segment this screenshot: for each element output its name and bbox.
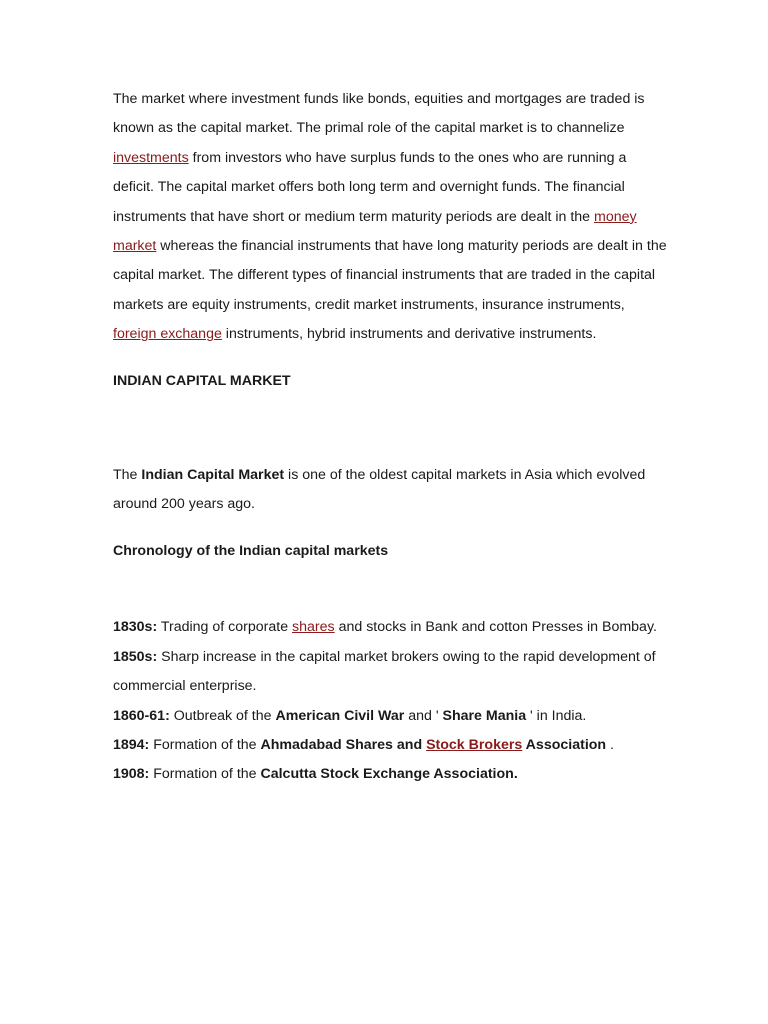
- foreign-exchange-link[interactable]: foreign exchange: [113, 326, 222, 343]
- intro-text-3: whereas the financial instruments that have long maturity periods are dealt in the capital market. The different types of financial instruments that are traded in the capital markets are equity instruments, credit market instruments, insurance instruments,: [113, 238, 667, 313]
- association-bold: Association: [522, 736, 607, 753]
- timeline-year: 1908:: [113, 766, 150, 783]
- timeline-text: Outbreak of the: [169, 707, 276, 724]
- timeline-year: 1830s:: [113, 619, 158, 636]
- timeline-year: 1894:: [113, 736, 150, 753]
- timeline-text: Trading of corporate: [157, 619, 293, 636]
- share-mania-bold: Share Mania: [442, 707, 527, 724]
- indian-text-1: The: [113, 467, 142, 484]
- timeline-year: 1860-61:: [113, 707, 170, 724]
- ahmadabad-shares-bold: Ahmadabad Shares and: [260, 736, 427, 753]
- timeline-entry-1850s: [113, 643, 668, 702]
- indian-capital-market-paragraph: [113, 461, 668, 520]
- indian-capital-market-bold: Indian Capital Market: [141, 467, 285, 484]
- intro-text-1: The market where investment funds like bonds, equities and mortgages are traded is known as the capital market. The primal role of the capital market is to channelize: [113, 91, 645, 137]
- intro-text-4: instruments, hybrid instruments and derivative instruments.: [221, 326, 597, 343]
- chronology-heading: Chronology of the Indian capital markets: [113, 542, 389, 559]
- timeline-text: Sharp increase in the capital market brokers owing to the rapid development of commercial enterprise.: [113, 648, 656, 695]
- calcutta-stock-exchange-bold: Calcutta Stock Exchange Association.: [260, 766, 518, 783]
- timeline-text: and ': [404, 707, 443, 724]
- intro-paragraph: [113, 85, 668, 350]
- timeline-text: ' in India.: [526, 707, 587, 724]
- section-heading: INDIAN CAPITAL MARKET: [113, 372, 291, 389]
- timeline: [113, 613, 668, 789]
- timeline-text: and stocks in Bank and cotton Presses in Bombay.: [334, 619, 657, 636]
- timeline-year: 1850s:: [113, 648, 158, 665]
- timeline-entry-1894: [113, 731, 668, 760]
- american-civil-war-bold: American Civil War: [275, 707, 405, 724]
- timeline-entry-1860-61: [113, 702, 668, 731]
- intro-text-2: from investors who have surplus funds to the ones who are running a deficit. The capital market offers both long term and overnight funds. The financial instruments that have short or medium term maturity periods are dealt in the: [113, 149, 627, 225]
- shares-link[interactable]: shares: [292, 619, 335, 636]
- indian-text-2: is one of the oldest capital markets in Asia which evolved around 200 years ago.: [113, 467, 646, 513]
- timeline-text: .: [606, 736, 614, 753]
- timeline-text: Formation of the: [149, 766, 261, 783]
- money-market-link[interactable]: money market: [113, 208, 637, 255]
- timeline-text: Formation of the: [149, 736, 261, 753]
- stock-brokers-link[interactable]: Stock Brokers: [426, 736, 523, 753]
- investments-link[interactable]: investments: [113, 149, 189, 166]
- timeline-entry-1908: [113, 760, 668, 789]
- timeline-entry-1830s: [113, 613, 668, 642]
